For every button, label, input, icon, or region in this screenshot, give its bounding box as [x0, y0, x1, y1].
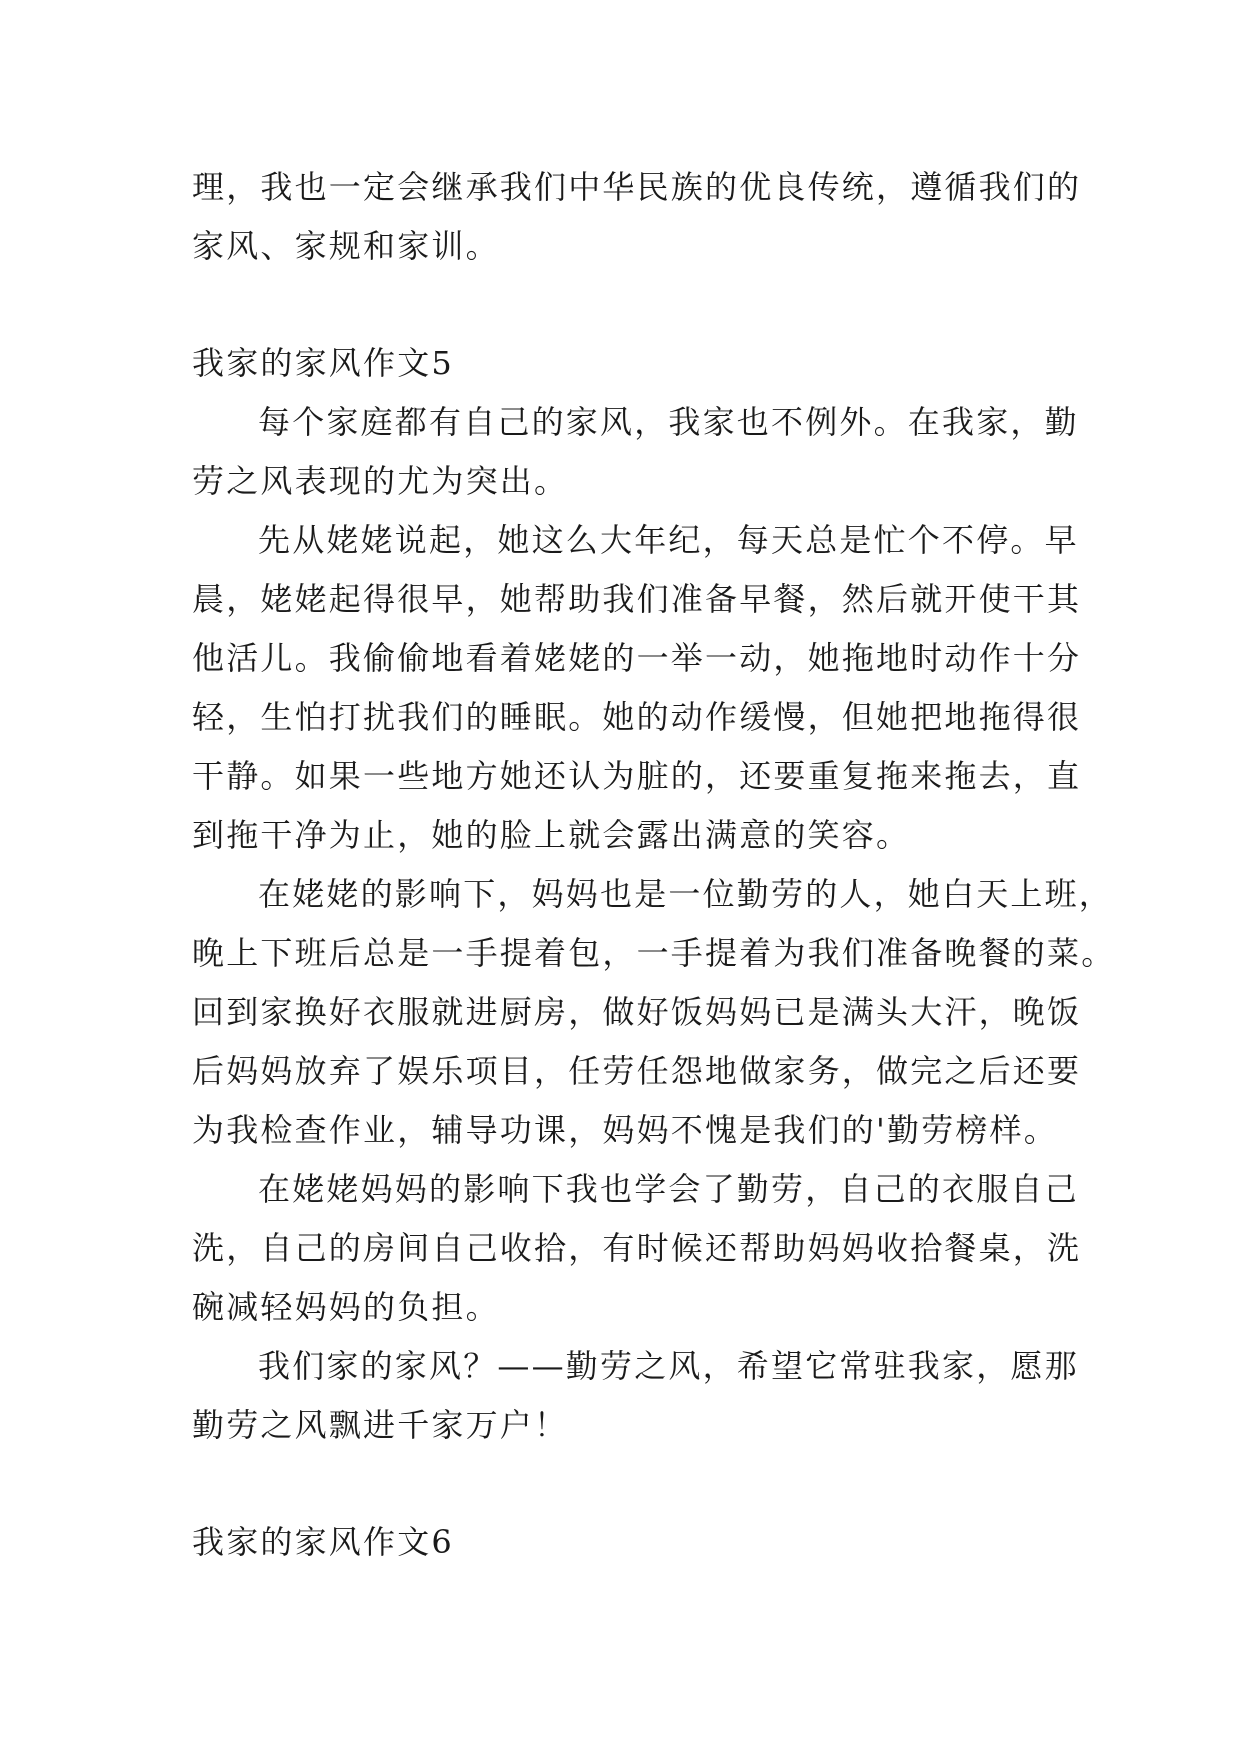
essay-5-paragraph-4: [192, 1160, 1082, 1337]
text-line: 为我检查作业，辅导功课，妈妈不愧是我们的'勤劳榜样。: [192, 1111, 1058, 1149]
text-line: 每个家庭都有自己的家风，我家也不例外。在我家，勤: [258, 403, 1079, 441]
text-line: 到拖干净为止，她的脸上就会露出满意的笑容。: [192, 816, 911, 854]
text-line: 洗，自己的房间自己收拾，有时候还帮助妈妈收拾餐桌，洗: [192, 1229, 1082, 1267]
text-line: 理，我也一定会继承我们中华民族的优良传统，遵循我们的: [192, 168, 1082, 206]
document-page: [192, 158, 1116, 1572]
text-line: 轻，生怕打扰我们的睡眠。她的动作缓慢，但她把地拖得很: [192, 698, 1082, 736]
continuation-paragraph: [192, 158, 1082, 276]
spacer: [192, 1455, 1050, 1513]
text-line: 劳之风表现的尤为突出。: [192, 462, 569, 500]
text-line: 在姥姥的影响下，妈妈也是一位勤劳的人，她白天上班，: [258, 875, 1114, 913]
essay-5-paragraph-2: [192, 511, 1082, 865]
spacer: [192, 276, 1050, 334]
text-line: 回到家换好衣服就进厨房，做好饭妈妈已是满头大汗，晚饭: [192, 993, 1082, 1031]
text-line: 碗减轻妈妈的负担。: [192, 1288, 500, 1326]
text-line: 我们家的家风？——勤劳之风，希望它常驻我家，愿那: [258, 1347, 1079, 1385]
essay-5-paragraph-3: [192, 865, 1116, 1160]
text-line: 后妈妈放弃了娱乐项目，任劳任怨地做家务，做完之后还要: [192, 1052, 1082, 1090]
text-line: 他活儿。我偷偷地看着姥姥的一举一动，她拖地时动作十分: [192, 639, 1082, 677]
text-line: 勤劳之风飘进千家万户！: [192, 1406, 569, 1444]
essay-5-paragraph-5: [192, 1337, 1079, 1455]
text-line: 家风、家规和家训。: [192, 227, 500, 265]
text-line: 晚上下班后总是一手提着包，一手提着为我们准备晚餐的菜。: [192, 934, 1116, 972]
essay-5-paragraph-1: [192, 393, 1079, 511]
text-line: 晨，姥姥起得很早，她帮助我们准备早餐，然后就开使干其: [192, 580, 1082, 618]
text-line: 先从姥姥说起，她这么大年纪，每天总是忙个不停。早: [258, 521, 1079, 559]
text-line: 干静。如果一些地方她还认为脏的，还要重复拖来拖去，直: [192, 757, 1082, 795]
essay-5-title: 我家的家风作文5: [192, 344, 454, 382]
essay-6-title: 我家的家风作文6: [192, 1523, 454, 1561]
text-line: 在姥姥妈妈的影响下我也学会了勤劳，自己的衣服自己: [258, 1170, 1079, 1208]
